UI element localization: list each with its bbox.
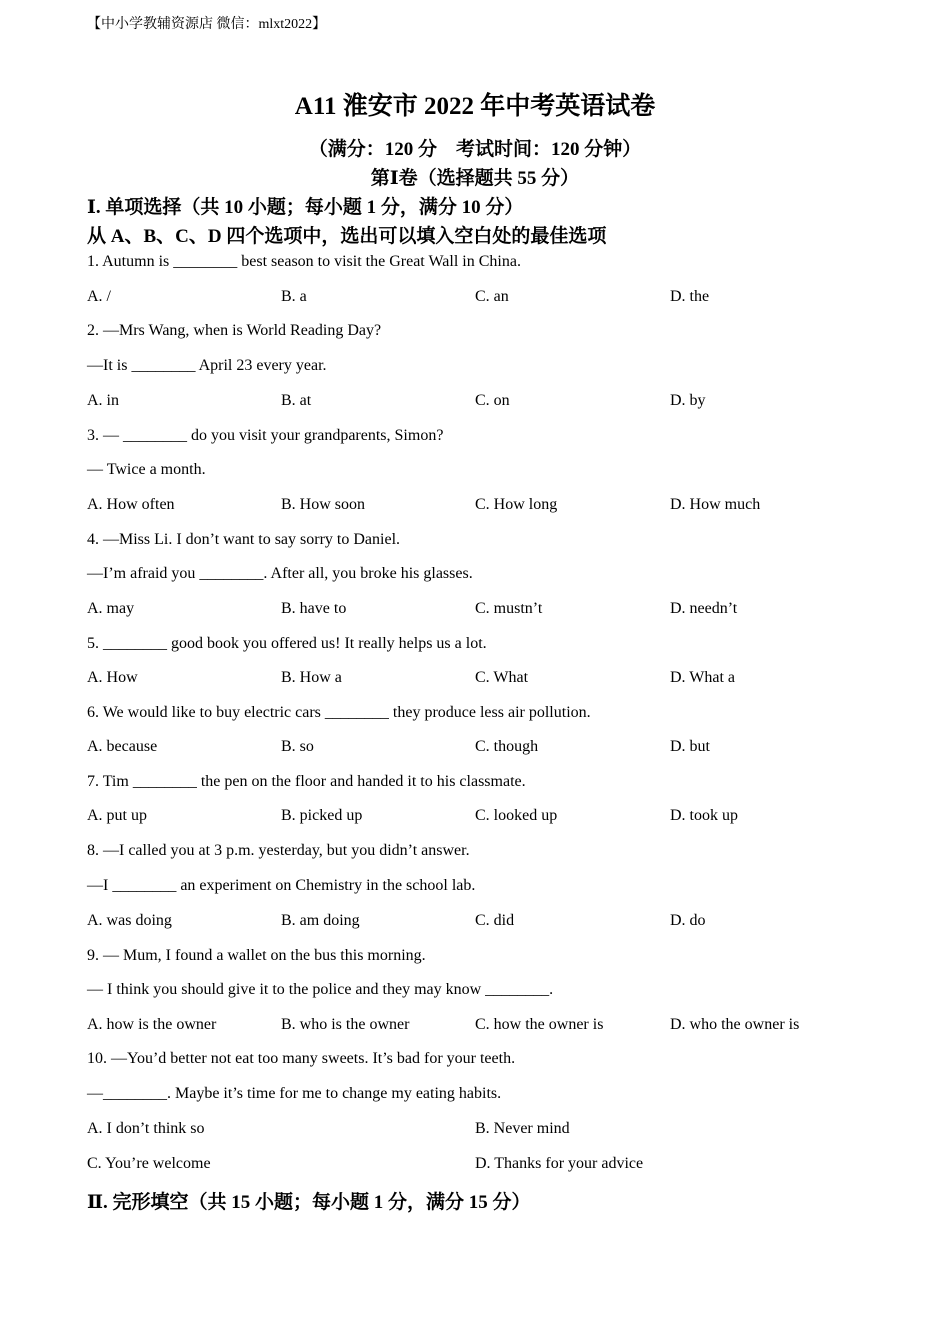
question-3-line-2: — Twice a month. xyxy=(87,461,206,478)
watermark: 【中小学教辅资源店 微信：mlxt2022】 xyxy=(87,17,327,32)
question-2-line-2: —It is ________ April 23 every year. xyxy=(87,357,327,374)
question-7-option-b: B. picked up xyxy=(281,807,363,824)
question-2-line-1: 2. —Mrs Wang, when is World Reading Day? xyxy=(87,322,382,339)
question-9-line-1: 9. — Mum, I found a wallet on the bus this morning. xyxy=(87,947,426,964)
question-7-line-1: 7. Tim ________ the pen on the floor and handed it to his classmate. xyxy=(87,773,526,790)
question-3-option-a: A. How often xyxy=(87,496,175,513)
question-4-line-1: 4. —Miss Li. I don’t want to say sorry to Daniel. xyxy=(87,531,401,548)
question-2-option-c: C. on xyxy=(475,392,510,409)
question-3-line-1: 3. — ________ do you visit your grandparents, Simon? xyxy=(87,427,444,444)
question-8-line-1: 8. —I called you at 3 p.m. yesterday, but you didn’t answer. xyxy=(87,842,470,859)
question-8-option-c: C. did xyxy=(475,912,515,929)
question-4-option-d: D. needn’t xyxy=(670,600,738,617)
question-6-option-c: C. though xyxy=(475,738,539,755)
question-4-option-c: C. mustn’t xyxy=(475,600,543,617)
question-5-line-1: 5. ________ good book you offered us! It really helps us a lot. xyxy=(87,635,487,652)
question-3-option-c: C. How long xyxy=(475,496,558,513)
question-7-option-a: A. put up xyxy=(87,807,147,824)
question-6-option-a: A. because xyxy=(87,738,158,755)
question-9-option-d: D. who the owner is xyxy=(670,1016,800,1033)
question-5-option-d: D. What a xyxy=(670,669,736,686)
question-4-option-b: B. have to xyxy=(281,600,347,617)
section-1-heading: Ⅰ. 单项选择（共 10 小题；每小题 1 分，满分 10 分） xyxy=(87,197,524,218)
question-6-option-b: B. so xyxy=(281,738,314,755)
question-8-option-a: A. was doing xyxy=(87,912,172,929)
question-5-option-b: B. How a xyxy=(281,669,342,686)
question-10-line-1: 10. —You’d better not eat too many sweets. It’s bad for your teeth. xyxy=(87,1050,516,1067)
question-1-option-a: A. / xyxy=(87,288,111,305)
question-2-option-a: A. in xyxy=(87,392,119,409)
question-8-option-d: D. do xyxy=(670,912,706,929)
question-9-line-2: — I think you should give it to the police and they may know ________. xyxy=(87,981,554,998)
question-2-option-b: B. at xyxy=(281,392,312,409)
question-10-line-2: —________. Maybe it’s time for me to change my eating habits. xyxy=(87,1085,502,1102)
question-10-option-d: D. Thanks for your advice xyxy=(475,1155,644,1172)
question-1-line-1: 1. Autumn is ________ best season to visit the Great Wall in China. xyxy=(87,253,521,270)
question-8-option-b: B. am doing xyxy=(281,912,360,929)
question-5-option-a: A. How xyxy=(87,669,138,686)
question-1-option-b: B. a xyxy=(281,288,307,305)
question-6-option-d: D. but xyxy=(670,738,710,755)
question-6-line-1: 6. We would like to buy electric cars ________ they produce less air pollution. xyxy=(87,704,591,721)
question-3-option-d: D. How much xyxy=(670,496,761,513)
question-9-option-a: A. how is the owner xyxy=(87,1016,217,1033)
question-4-line-2: —I’m afraid you ________. After all, you broke his glasses. xyxy=(87,565,473,582)
section-1-instruction: 从 A、B、C、D 四个选项中，选出可以填入空白处的最佳选项 xyxy=(87,226,607,247)
question-1-option-d: D. the xyxy=(670,288,710,305)
page-title: A11 淮安市 2022 年中考英语试卷 xyxy=(294,93,656,120)
question-7-option-c: C. looked up xyxy=(475,807,558,824)
exam-info: （满分：120 分 考试时间：120 分钟） xyxy=(308,139,642,160)
section-2-heading: Ⅱ. 完形填空（共 15 小题；每小题 1 分，满分 15 分） xyxy=(87,1192,531,1213)
question-8-line-2: —I ________ an experiment on Chemistry in the school lab. xyxy=(87,877,476,894)
question-3-option-b: B. How soon xyxy=(281,496,366,513)
question-2-option-d: D. by xyxy=(670,392,706,409)
question-7-option-d: D. took up xyxy=(670,807,738,824)
volume-heading: 第Ⅰ卷（选择题共 55 分） xyxy=(370,168,580,189)
question-5-option-c: C. What xyxy=(475,669,529,686)
question-9-option-c: C. how the owner is xyxy=(475,1016,604,1033)
question-1-option-c: C. an xyxy=(475,288,509,305)
question-4-option-a: A. may xyxy=(87,600,135,617)
question-10-option-c: C. You’re welcome xyxy=(87,1155,211,1172)
question-10-option-a: A. I don’t think so xyxy=(87,1120,205,1137)
question-10-option-b: B. Never mind xyxy=(475,1120,570,1137)
question-9-option-b: B. who is the owner xyxy=(281,1016,410,1033)
